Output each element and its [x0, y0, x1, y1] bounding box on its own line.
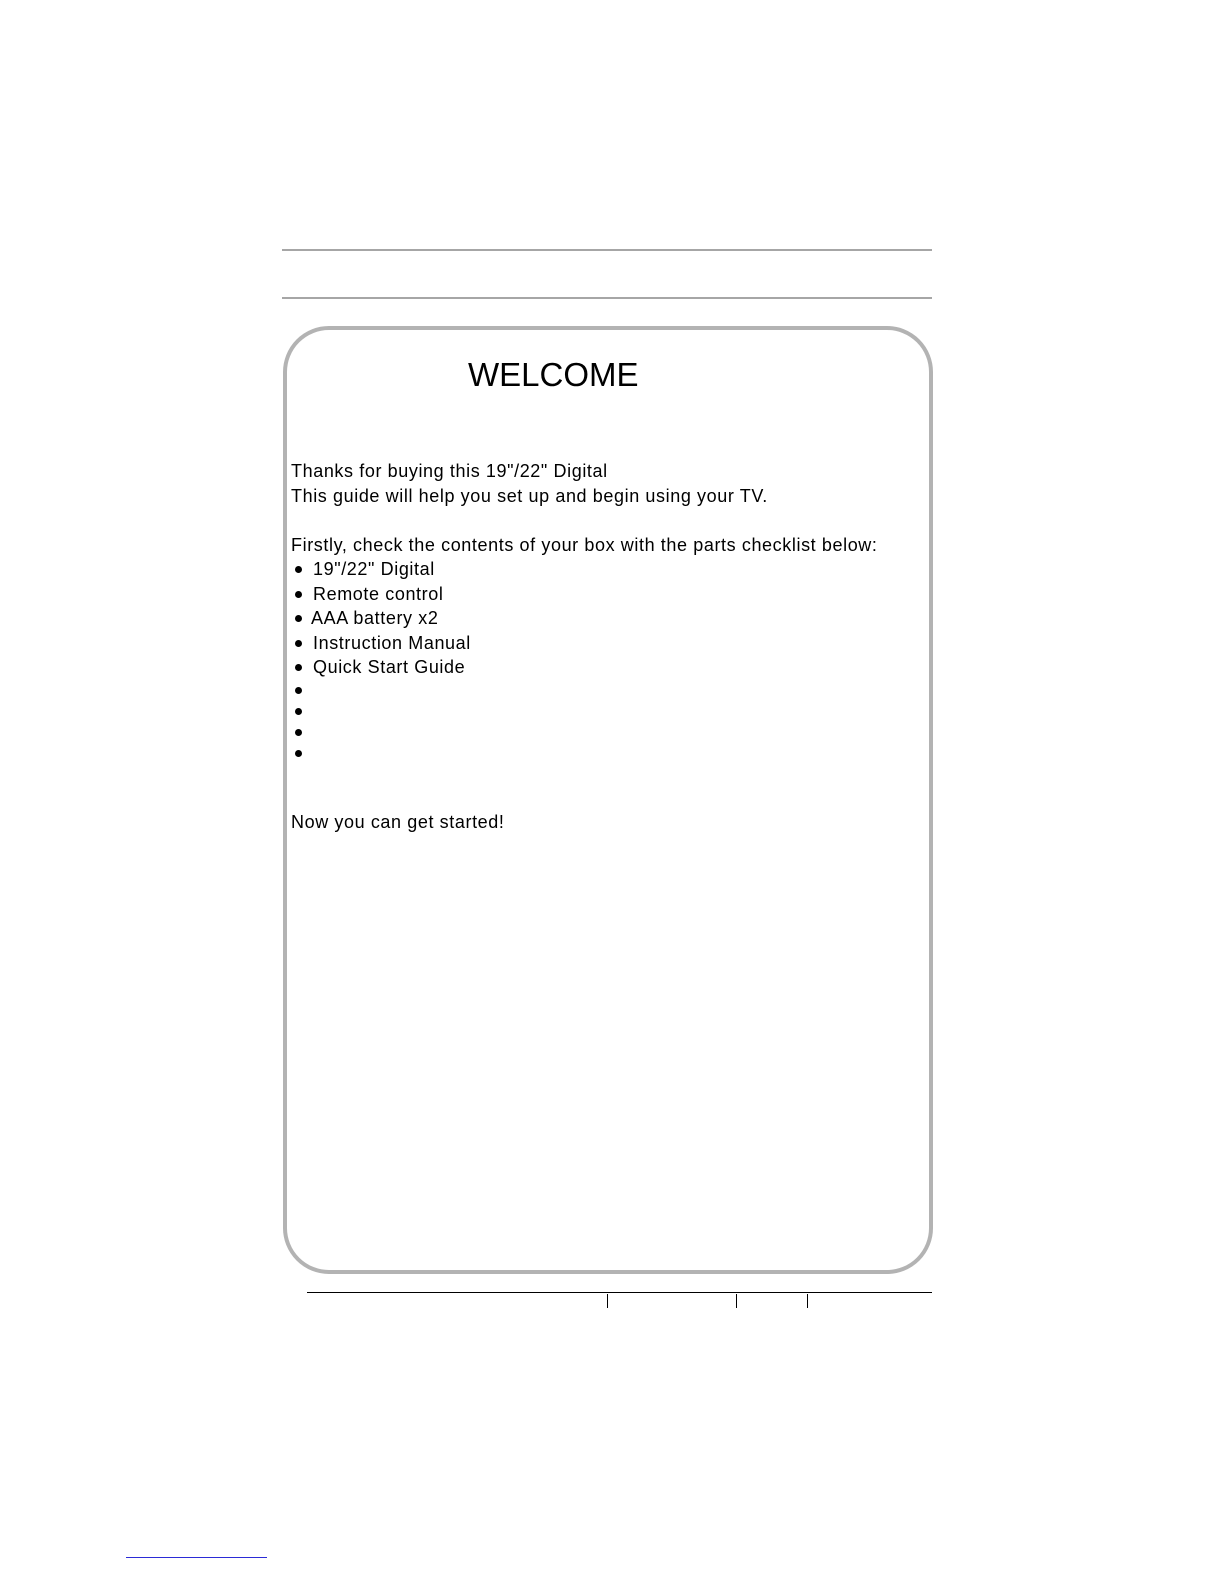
checklist-intro: Firstly, check the contents of your box with the parts checklist below:	[291, 535, 878, 555]
checklist-item-label: Remote control	[313, 583, 444, 604]
header-rule-top	[282, 249, 932, 251]
bullet-icon	[295, 750, 302, 757]
checklist-item-label: AAA battery x2	[311, 608, 439, 628]
intro-line-1: Thanks for buying this 19"/22" Digital	[291, 461, 608, 481]
header-rule-bottom	[282, 297, 932, 299]
footer-tick	[807, 1294, 808, 1308]
intro-line-2: This guide will help you set up and begin using your TV.	[291, 486, 768, 506]
bullet-icon	[295, 615, 302, 622]
checklist-item-label: Instruction Manual	[313, 632, 471, 653]
page-title: WELCOME	[468, 356, 639, 393]
bullet-icon	[295, 708, 302, 715]
closing-text: Now you can get started!	[291, 812, 505, 832]
footer-rule	[307, 1292, 932, 1293]
checklist-item-label: 19"/22" Digital	[313, 559, 435, 579]
corner-rule	[126, 1557, 267, 1558]
footer-tick	[736, 1294, 737, 1308]
bullet-icon	[295, 566, 302, 573]
bullet-icon	[295, 729, 302, 736]
bullet-icon	[295, 687, 302, 694]
bullet-icon	[295, 664, 302, 671]
checklist-item-label: Quick Start Guide	[313, 657, 466, 677]
footer-tick	[607, 1294, 608, 1308]
bullet-icon	[295, 591, 302, 598]
bullet-icon	[295, 640, 302, 647]
